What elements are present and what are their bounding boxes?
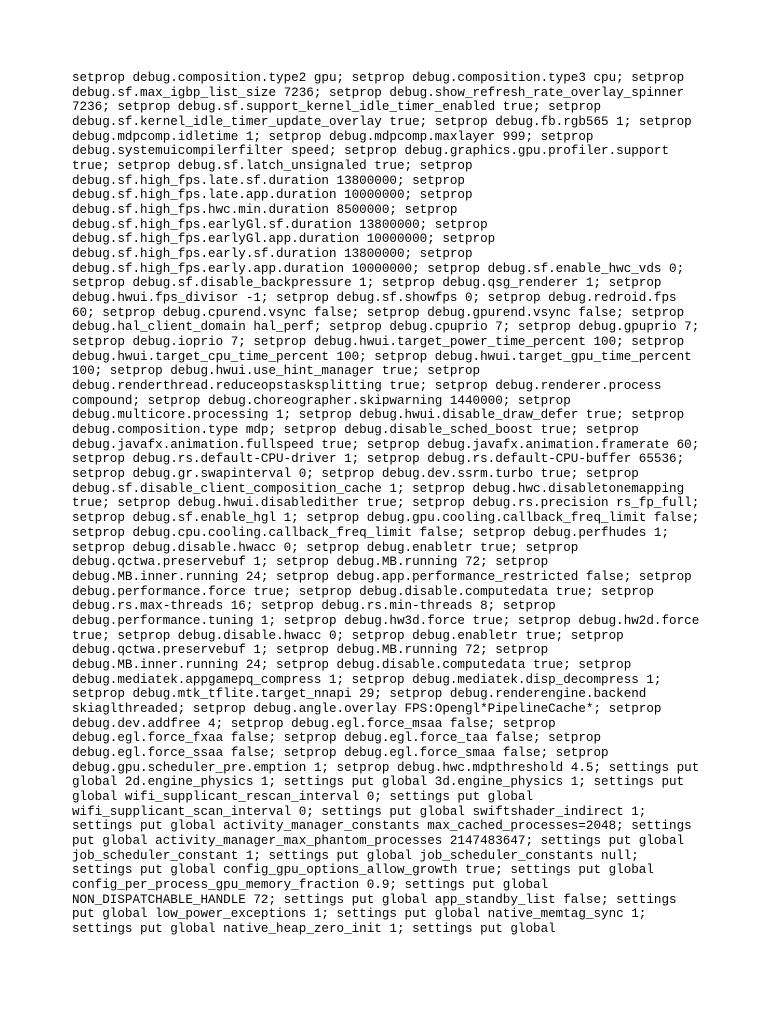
text-line: debug.sf.high_fps.earlyGl.sf.duration 13800000; setprop (72, 217, 488, 232)
text-line: debug.hwui.fps_divisor -1; setprop debug.sf.showfps 0; setprop debug.redroid.fps (72, 291, 677, 306)
text-line: debug.sf.high_fps.late.app.duration 10000000; setprop (72, 188, 473, 203)
text-line: setprop debug.sf.enable_hgl 1; setprop debug.gpu.cooling.callback_freq_limit false; (72, 511, 700, 526)
text-line: setprop debug.sf.disable_backpressure 1; setprop debug.qsg_renderer 1; setprop (72, 276, 662, 291)
text-line: debug.composition.type mdp; setprop debug.disable_sched_boost true; setprop (72, 423, 639, 438)
text-line: debug.qctwa.preservebuf 1; setprop debug.MB.running 72; setprop (72, 555, 549, 570)
text-line: 7236; setprop debug.sf.support_kernel_idle_timer_enabled true; setprop (72, 100, 602, 115)
text-line: debug.MB.inner.running 24; setprop debug.disable.computedata true; setprop (72, 657, 632, 672)
text-line: debug.gpu.scheduler_pre.emption 1; setprop debug.hwc.mdpthreshold 4.5; settings put (72, 760, 700, 775)
text-line: settings put global config_gpu_options_allow_growth true; settings put global (72, 863, 654, 878)
text-line: debug.rs.max-threads 16; setprop debug.rs.min-threads 8; setprop (72, 599, 556, 614)
text-line: debug.dev.addfree 4; setprop debug.egl.force_msaa false; setprop (72, 716, 556, 731)
text-line: debug.sf.high_fps.earlyGl.app.duration 10000000; setprop (72, 232, 496, 247)
text-line: global wifi_supplicant_rescan_interval 0; settings put global (72, 789, 534, 804)
text-line: debug.qctwa.preservebuf 1; setprop debug.MB.running 72; setprop (72, 643, 549, 658)
text-line: debug.hwui.target_cpu_time_percent 100; setprop debug.hwui.target_gpu_time_percent (72, 349, 692, 364)
text-line: debug.performance.force true; setprop debug.disable.computedata true; setprop (72, 584, 654, 599)
text-line: debug.multicore.processing 1; setprop debug.hwui.disable_draw_defer true; setprop (72, 408, 685, 423)
text-line: setprop debug.ioprio 7; setprop debug.hwui.target_power_time_percent 100; setprop (72, 335, 685, 350)
text-line: true; setprop debug.sf.latch_unsignaled true; setprop (72, 159, 473, 174)
text-line: debug.sf.high_fps.early.app.duration 10000000; setprop debug.sf.enable_hwc_vds 0; (72, 261, 685, 276)
text-line: job_scheduler_constant 1; settings put global job_scheduler_constants null; (72, 848, 639, 863)
text-line: debug.sf.high_fps.hwc.min.duration 8500000; setprop (72, 203, 458, 218)
text-line: debug.hal_client_domain hal_perf; setprop debug.cpuprio 7; setprop debug.gpuprio 7; (72, 320, 700, 335)
text-line: true; setprop debug.hwui.disabledither true; setprop debug.rs.precision rs_fp_full; (72, 496, 700, 511)
text-line: setprop debug.cpu.cooling.callback_freq_limit false; setprop debug.perfhudes 1; (72, 525, 670, 540)
text-line: debug.systemuicompilerfilter speed; setprop debug.graphics.gpu.profiler.support (72, 144, 670, 159)
text-line: debug.sf.kernel_idle_timer_update_overlay true; setprop debug.fb.rgb565 1; setprop (72, 115, 692, 130)
text-line: global 2d.engine_physics 1; settings put global 3d.engine_physics 1; settings put (72, 775, 685, 790)
text-line: settings put global activity_manager_constants max_cached_processes=2048; settings (72, 819, 692, 834)
text-line: put global low_power_exceptions 1; settings put global native_memtag_sync 1; (72, 907, 647, 922)
text-line: settings put global native_heap_zero_init 1; settings put global (72, 921, 556, 936)
text-line: debug.javafx.animation.fullspeed true; setprop debug.javafx.animation.framerate 60; (72, 437, 700, 452)
text-line: debug.sf.high_fps.late.sf.duration 13800000; setprop (72, 173, 465, 188)
text-line: 60; setprop debug.cpurend.vsync false; setprop debug.gpurend.vsync false; setprop (72, 305, 685, 320)
text-line: put global activity_manager_max_phantom_processes 2147483647; settings put global (72, 833, 685, 848)
text-line: setprop debug.composition.type2 gpu; setprop debug.composition.type3 cpu; setprop (72, 71, 685, 85)
document-page (72, 71, 712, 937)
text-line: compound; setprop debug.choreographer.skipwarning 1440000; setprop (72, 393, 571, 408)
text-line: debug.performance.tuning 1; setprop debug.hw3d.force true; setprop debug.hw2d.force (72, 613, 700, 628)
text-line: setprop debug.mtk_tflite.target_nnapi 29; setprop debug.renderengine.backend (72, 687, 647, 702)
text-line: 100; setprop debug.hwui.use_hint_manager true; setprop (72, 364, 481, 379)
text-line: NON_DISPATCHABLE_HANDLE 72; settings put global app_standby_list false; settings (72, 892, 677, 907)
text-line: config_per_process_gpu_memory_fraction 0.9; settings put global (72, 877, 549, 892)
text-line: skiaglthreaded; setprop debug.angle.overlay FPS:Opengl*PipelineCache*; setprop (72, 701, 662, 716)
text-line: debug.MB.inner.running 24; setprop debug.app.performance_restricted false; setprop (72, 569, 692, 584)
text-line: debug.renderthread.reduceopstasksplitting true; setprop debug.renderer.process (72, 379, 662, 394)
text-line: debug.mediatek.appgamepq_compress 1; setprop debug.mediatek.disp_decompress 1; (72, 672, 662, 687)
text-line: debug.egl.force_fxaa false; setprop debug.egl.force_taa false; setprop (72, 731, 602, 746)
text-line: debug.egl.force_ssaa false; setprop debug.egl.force_smaa false; setprop (72, 745, 609, 760)
text-line: debug.sf.high_fps.early.sf.duration 13800000; setprop (72, 247, 473, 262)
text-line: setprop debug.disable.hwacc 0; setprop debug.enabletr true; setprop (72, 540, 579, 555)
text-line: wifi_supplicant_scan_interval 0; settings put global swiftshader_indirect 1; (72, 804, 647, 819)
text-line: debug.sf.max_igbp_list_size 7236; setprop debug.show_refresh_rate_overlay_spinner (72, 85, 685, 100)
text-line: true; setprop debug.disable.hwacc 0; setprop debug.enabletr true; setprop (72, 628, 624, 643)
text-line: setprop debug.rs.default-CPU-driver 1; setprop debug.rs.default-CPU-buffer 65536; (72, 452, 685, 467)
text-line: debug.mdpcomp.idletime 1; setprop debug.mdpcomp.maxlayer 999; setprop (72, 129, 594, 144)
text-line: debug.sf.disable_client_composition_cache 1; setprop debug.hwc.disabletonemapping (72, 481, 685, 496)
text-line: setprop debug.gr.swapinterval 0; setprop debug.dev.ssrm.turbo true; setprop (72, 467, 639, 482)
